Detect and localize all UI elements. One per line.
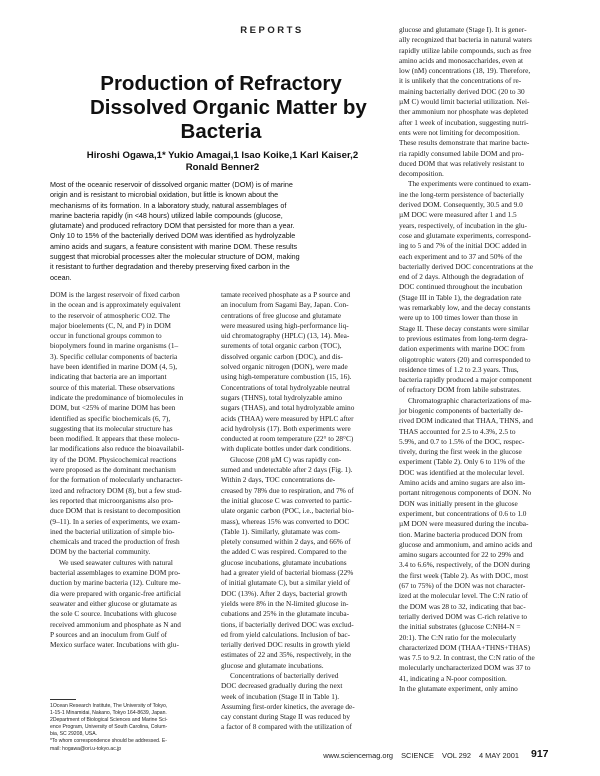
body-text-line: DOC (13%). After 2 days, bacterial growth	[221, 588, 348, 598]
page-footer	[189, 751, 519, 760]
body-text-line: received ammonium and phosphate as N and	[50, 619, 181, 629]
body-text-line: terially derived DOC results in growth yield	[221, 640, 350, 650]
body-text-line: had a greater yield of bacterial biomass (22%	[221, 568, 354, 578]
body-column-2	[221, 290, 389, 733]
body-text-line: acids (THAA) were measured by HPLC after	[221, 413, 354, 423]
abstract	[50, 180, 386, 283]
body-text-line: ed from yield calculations. Inclusion of bac-	[221, 629, 351, 639]
footnote-line: 2Department of Biological Sciences and Marine Sci-	[50, 717, 168, 724]
body-text-line: derived DOM. Consequently, 30.5 and 9.0	[399, 200, 523, 210]
body-text-line: cay constant during Stage II was reduced by	[221, 712, 351, 722]
body-text-line: seawater and either glucose or glutamate as	[50, 598, 177, 608]
body-text-line: suggesting that its molecular structure has	[50, 423, 173, 433]
body-text-line: tions, if bacterially derived DOC was exclud-	[221, 619, 354, 629]
body-text-line: ined the bacterial utilization of simple bio-	[50, 526, 175, 536]
body-text-line: pletely consumed within 2 days, and 66% of	[221, 537, 351, 547]
body-text-line: ity of the DOM. Physicochemical reactions	[50, 454, 177, 464]
body-text-line: Amino acids and amino sugars are also im-	[399, 478, 526, 488]
body-text-line: DOC decreased gradually during the next	[221, 681, 343, 691]
body-text-line: sugars (THAS), and total hydrolyzable amino	[221, 403, 355, 413]
body-text-line: 3.4 to 6.6%, respectively, of the DON during	[399, 560, 531, 570]
body-text-line: years, respectively, of incubation in the glu-	[399, 220, 527, 230]
body-text-line: glucose and glutamate (Stage I). It is gener-	[399, 25, 527, 34]
body-text-line: the DOM was 28 to 32, indicating that bac-	[399, 601, 526, 611]
body-text-line: ized at the molecular level. The C:N ratio of	[399, 591, 528, 601]
body-text-line: the initial glucose C was converted to partic-	[221, 495, 352, 505]
body-text-line: surements of total organic carbon (TOC),	[221, 341, 342, 351]
body-text-line: Glucose (208 µM C) was rapidly con-	[230, 454, 342, 464]
body-text-line: (9–11). In a series of experiments, we exam-	[50, 516, 181, 526]
body-text-line: P sources and an inoculum from Gulf of	[50, 629, 168, 639]
footnote-line: bia, SC 29208, USA.	[50, 731, 98, 738]
body-text-line: yields were 8% in the N-limited glucose in-	[221, 598, 349, 608]
body-text-line: amino acids and monosaccharides, even at	[399, 55, 524, 65]
page-number: 917	[531, 748, 549, 760]
body-text-line: mass), whereas 15% was converted to DOC	[221, 516, 350, 526]
body-text-line: an inoculum from Sagami Bay, Japan. Con-	[221, 300, 349, 310]
footer-journal: SCIENCE	[401, 751, 434, 760]
body-text-line: were up to 100 times lower than those in	[399, 313, 518, 323]
abstract-line: origin and is resistant to microbial oxidation, but little is known about the	[50, 190, 279, 200]
body-text-line: week of incubation (Stage II in Table 1).	[221, 691, 340, 701]
body-text-line: duction by marine bacteria (12). Culture me-	[50, 578, 181, 588]
body-text-line: ther ammonium nor phosphate was depleted	[399, 107, 529, 117]
body-text-line: 41, indicating a N-poor composition.	[399, 673, 507, 683]
body-text-line: decomposition.	[399, 169, 444, 179]
body-text-line: the first week (Table 2). As with DOC, most	[399, 570, 529, 580]
body-text-line: was remarkably low, and the decay constants	[399, 303, 531, 313]
body-text-line: residence times of 1.2 to 2.3 years. Thus,	[399, 364, 519, 374]
footer-volume: VOL 292	[442, 751, 471, 760]
author-line-1: Hiroshi Ogawa,1* Yukio Amagai,1 Isao Koike,1 Karl Kaiser,2	[86, 150, 359, 161]
body-text-line: molecularly uncharacterized DOM was 37 to	[399, 663, 531, 673]
abstract-line: glutamate) and produced refractory DOM that persisted for more than a year.	[50, 221, 295, 231]
body-text-line: solved organic nitrogen (DON), were made	[221, 362, 348, 372]
body-text-line: glucose incubations, glutamate incubations	[221, 557, 347, 567]
article-title	[90, 72, 367, 144]
body-text-line: acid hydrolysis (17). Both experiments were	[221, 423, 351, 433]
footnote-line: mail: hogawa@ori.u-tokyo.ac.jp	[50, 745, 122, 752]
abstract-line: Most of the oceanic reservoir of dissolved organic matter (DOM) is of marine	[50, 180, 293, 189]
body-text-line: low (nM) concentrations (18, 19). Therefore,	[399, 66, 531, 76]
body-text-line: DOM, but <25% of marine DOM has been	[50, 403, 176, 413]
author-list	[50, 150, 395, 174]
body-text-line: major bioelements (C, N, and P) in DOM	[50, 320, 171, 330]
body-text-line: after 1 week of incubation, suggesting nutri-	[399, 117, 529, 127]
body-text-line: rived DOM indicated that THAA, THNS, and	[399, 416, 533, 426]
body-text-line: jor biogenic components of bacterially de-	[399, 405, 523, 415]
body-text-line: µM C) would limit bacterial utilization. Nei-	[399, 97, 530, 107]
body-text-line: DOM is the largest reservoir of fixed carbon	[50, 290, 180, 299]
body-text-line: lar modifications also reduce the bioavailabil-	[50, 444, 184, 454]
body-text-line: the initial substrates (glucose C:NH4-N =	[399, 622, 521, 632]
footnote-divider	[50, 699, 76, 700]
body-text-line: end of 2 days. Although the degradation of	[399, 272, 524, 282]
footer-url: www.sciencemag.org	[323, 751, 394, 760]
body-text-line: using high-temperature combustion (15, 16).	[221, 372, 352, 382]
body-text-line: source of this material. These observations	[50, 382, 175, 392]
body-text-line: of refractory DOM from labile substrates.	[399, 385, 521, 395]
body-text-line: portant nitrogenous components of DON. No	[399, 488, 532, 498]
body-text-line: The experiments were continued to exam-	[408, 179, 531, 189]
body-text-line: been modified. It appears that these molecu-	[50, 434, 180, 444]
body-text-line: ulate organic carbon (POC, i.e., bacterial bio-	[221, 506, 354, 516]
body-text-line: creased by 78% due to respiration, and 7% of	[221, 485, 354, 495]
body-text-line: tamate received phosphate as a P source and	[221, 290, 351, 299]
body-text-line: bacterially derived DOC concentrations at the	[399, 261, 533, 271]
body-text-line: occur in functional groups common to	[50, 331, 162, 341]
body-text-line: ria rapidly consumed labile DOM and pro-	[399, 148, 524, 158]
body-text-line: dia were prepared with organic-free artificial	[50, 588, 181, 598]
body-text-line: terially derived DOM was C-rich relative to	[399, 611, 528, 621]
body-text-line: ally recognized that bacteria in natural waters	[399, 35, 532, 45]
body-text-line: (Table 1). Similarly, glutamate was com-	[221, 526, 341, 536]
body-text-line: indicate the predominance of biomolecules in	[50, 392, 184, 402]
body-text-line: 5.9%, and 0.7 to 1.5% of the DOC, respec-	[399, 436, 525, 446]
body-text-line: the added C was respired. Compared to the	[221, 547, 347, 557]
body-text-line: 3). Specific cellular components of bacteria	[50, 351, 178, 361]
body-text-line: each experiment and to 37 and 50% of the	[399, 251, 523, 261]
body-text-line: of initial glutamate C), but a similar yield of	[221, 578, 351, 588]
body-column-3	[399, 25, 567, 694]
body-text-line: with duplicate bottles under dark conditions.	[221, 444, 352, 454]
body-text-line: tion. Marine bacteria produced DON from	[399, 529, 523, 539]
body-text-line: cose and glutamate experiments, correspond-	[399, 230, 531, 240]
body-text-line: DOC continued throughout the incubation	[399, 282, 523, 292]
body-text-line: glucose and glutamate incubations.	[221, 660, 324, 670]
body-text-line: have been identified in marine DOM (4, 5),	[50, 362, 178, 372]
body-text-line: in the ocean and is approximately equivalent	[50, 300, 181, 310]
footer-date: 4 MAY 2001	[479, 751, 519, 760]
body-text-line: for the formation of molecularly uncharacter-	[50, 475, 183, 485]
footnote-line: 1Ocean Research Institute, The University of Tokyo,	[50, 703, 168, 709]
body-text-line: Concentrations of total hydrolyzable neutral	[221, 382, 350, 392]
abstract-line: it resistant to further degradation and thereby preserving fixed carbon in the	[50, 262, 290, 272]
body-text-line: the sole C source. Incubations with glucose	[50, 609, 177, 619]
body-text-line: bacterial assemblages to examine DOM pro-	[50, 568, 181, 578]
body-text-line: oligotrophic waters (20) and corresponded to	[399, 354, 531, 364]
body-text-line: indicating that bacteria are an important	[50, 372, 167, 382]
body-text-line: estimates of 22 and 35%, respectively, in the	[221, 650, 352, 660]
body-text-line: sumed and undetectable after 2 days (Fig. 1).	[221, 465, 353, 475]
body-text-line: Concentrations of bacterially derived	[230, 670, 339, 680]
body-text-line: to the reservoir of atmospheric CO2. The	[50, 310, 171, 320]
body-text-line: DOC was identified at the molecular level.	[399, 467, 525, 477]
body-column-1	[50, 290, 210, 650]
body-text-line: were measured using high-performance liq-	[221, 320, 349, 330]
body-text-line: centrations of free glucose and glutamate	[221, 310, 342, 320]
footnote-line: 1-15-1 Minamidai, Nakano, Tokyo 164-8639, Japan.	[50, 710, 167, 717]
body-text-line: (Stage III in Table 1), the degradation rate	[399, 292, 522, 302]
body-text-line: sugars (THNS), total hydrolyzable amino	[221, 392, 342, 402]
body-text-line: ents were not limiting for decomposition.	[399, 127, 520, 137]
title-line: Production of Refractory	[100, 72, 342, 95]
body-text-line: Stage II. These decay constants were similar	[399, 323, 529, 333]
body-text-line: it is unlikely that the concentrations of re-	[399, 76, 522, 86]
footnote-line: ence Program, University of South Carolina, Colum-	[50, 724, 168, 731]
body-text-line: maining bacterially derived DOC (20 to 30	[399, 86, 525, 96]
body-text-line: bacteria rapidly produced a major component	[399, 375, 532, 385]
footnotes	[50, 703, 215, 753]
body-text-line: THAS accounted for 2.5 to 4.3%, 2.5 to	[399, 426, 516, 436]
body-text-line: rapidly utilize labile compounds, such as free	[399, 45, 532, 55]
body-text-line: Chromatographic characterizations of ma-	[408, 395, 532, 405]
abstract-line: ocean.	[50, 272, 72, 282]
body-text-line: experiment (Table 2). Only 6 to 11% of the	[399, 457, 525, 467]
body-text-line: chemicals and traced the production of fresh	[50, 537, 180, 547]
body-text-line: (67 to 75%) of the DON was not character-	[399, 581, 526, 591]
abstract-line: Only 10 to 15% of the bacterially derived DOM was identified as hydrolyzable	[50, 231, 296, 241]
footnote-line: *To whom correspondence should be addressed. E-	[50, 738, 167, 745]
abstract-line: amino acids and sugars, a feature consistent with marine DOM. These results	[50, 241, 298, 251]
body-text-line: dation experiments with marine DOC from	[399, 344, 525, 354]
body-text-line: glucose and ammonium, and amino acids and	[399, 539, 533, 549]
body-text-line: to previous estimates from long-term degra-	[399, 333, 528, 343]
body-text-line: ing to 5 and 7% of the initial DOC added in	[399, 241, 527, 251]
body-text-line: We used seawater cultures with natural	[59, 557, 173, 567]
body-text-line: DON was initially present in the glucose	[399, 498, 518, 508]
abstract-line: suggest that microbial processes alter the molecular structure of DOM, making	[50, 252, 300, 262]
body-text-line: tively, during the first week in the glucose	[399, 447, 522, 457]
body-text-line: µM DON were measured during the incuba-	[399, 519, 529, 529]
body-text-line: Assuming first-order kinetics, the average de-	[221, 701, 355, 711]
body-text-line: ies reported that microorganisms also pro-	[50, 495, 174, 505]
body-text-line: uid chromatography (HPLC) (13, 14). Mea-	[221, 331, 350, 341]
body-text-line: amino sugars accounted for 22 to 29% and	[399, 550, 524, 560]
body-text-line: was 7.5 to 9.2. In contrast, the C:N ratio of the	[399, 653, 535, 663]
body-text-line: Within 2 days, TOC concentrations de-	[221, 475, 336, 485]
title-line: Bacteria	[180, 120, 262, 143]
body-text-line: dissolved organic carbon (DOC), and dis-	[221, 351, 343, 361]
body-text-line: duced DOM that was relatively resistant to	[399, 158, 525, 168]
body-text-line: Mexico surface water. Incubations with glu-	[50, 640, 179, 650]
body-text-line: µM DOC were measured after 1 and 1.5	[399, 210, 517, 220]
body-text-line: identified as specific biochemicals (6, 7),	[50, 413, 171, 423]
body-text-line: a factor of 8 compared with the utilization of	[221, 722, 352, 732]
body-text-line: 20:1). The C:N ratio for the molecularly	[399, 632, 517, 642]
body-text-line: ized and refractory DOM (8), but a few stud-	[50, 485, 182, 495]
body-text-line: These results demonstrate that marine bacte-	[399, 138, 530, 148]
body-text-line: duce DOM that is resistant to decomposition	[50, 506, 181, 516]
author-line-2: Ronald Benner2	[185, 162, 260, 173]
abstract-line: marine bacteria rapidly (in <48 hours) utilized labile compounds (glucose,	[50, 210, 283, 220]
body-text-line: DOM by the bacterial community.	[50, 547, 151, 557]
body-text-line: ine the long-term persistence of bacterially	[399, 189, 525, 199]
body-text-line: conducted at room temperature (22° to 28°C)	[221, 434, 354, 444]
body-text-line: were proposed as the dominant mechanism	[50, 465, 176, 475]
abstract-line: mechanisms of its formation. In a laboratory study, natural assemblages of	[50, 200, 287, 210]
section-label: REPORTS	[240, 25, 304, 36]
body-text-line: In the glutamate experiment, only amino	[399, 684, 518, 693]
body-text-line: experiment, but concentrations of 0.6 to 1.0	[399, 508, 527, 518]
title-line: Dissolved Organic Matter by	[90, 96, 367, 119]
body-text-line: biopolymers found in marine organisms (1–	[50, 341, 179, 351]
body-text-line: cubations and 25% in the glutamate incuba-	[221, 609, 350, 619]
body-text-line: characterized DOM (THAA+THNS+THAS)	[399, 642, 531, 652]
